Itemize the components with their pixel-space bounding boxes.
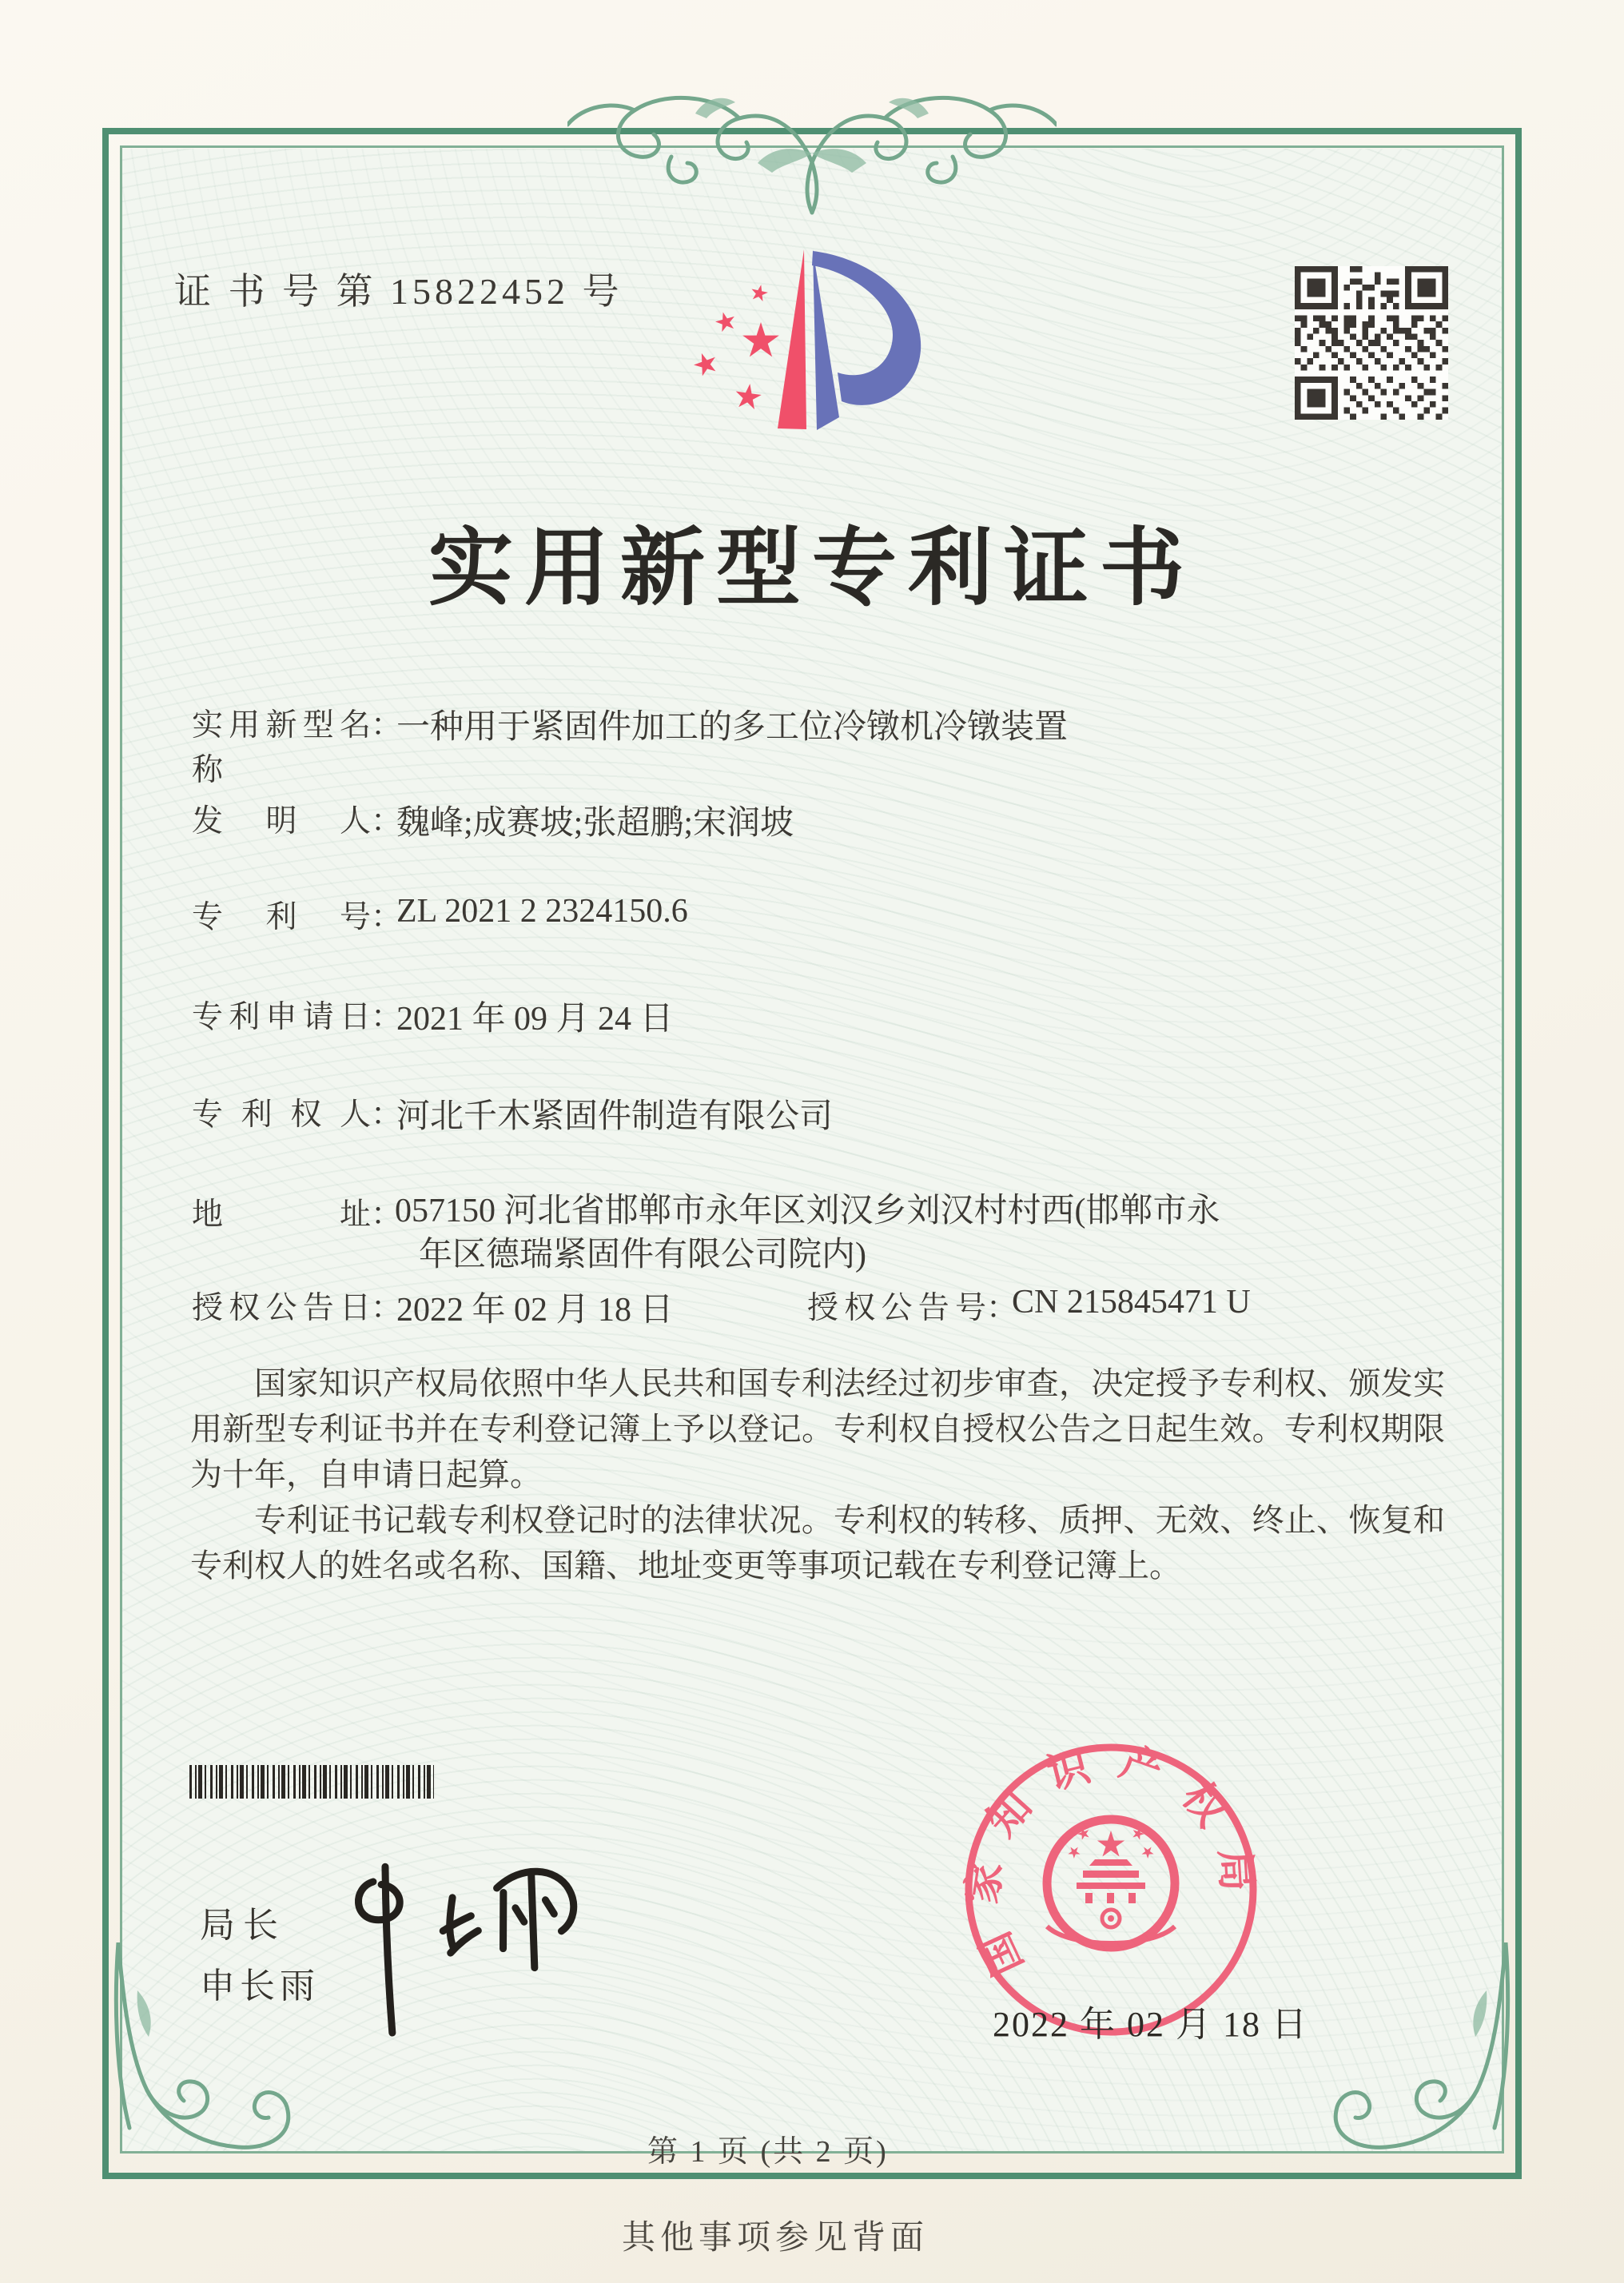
field-label: 专利申请日 [192,1000,371,1034]
commissioner-title: 局长 [200,1906,286,1945]
field-colon: ： [371,804,403,839]
bottom-left-flourish-ornament [112,1942,328,2152]
field-row-address [192,1189,403,1234]
field-colon: ： [371,708,403,743]
field-colon: ： [371,1197,403,1232]
field-label: 授权公告号 [807,1291,986,1325]
page-number: 第 1 页 (共 2 页) [647,2135,889,2169]
address-value [395,1189,1370,1277]
legal-body-text [190,1361,1445,1588]
field-value: 河北千木紧固件制造有限公司 [396,1098,834,1135]
field-value: 魏峰;成赛坡;张超鹏;宋润坡 [396,805,794,842]
body-paragraph-1: 国家知识产权局依照中华人民共和国专利法经过初步审查，决定授予专利权、颁发实用新型专利证书并在专利登记簿上予以登记。专利权自授权公告之日起生效。专利权期限为十年，自申请日起算。 [190,1365,1445,1492]
field-label: 发明人 [192,804,371,839]
field-colon: ： [371,1000,403,1034]
field-colon: ： [986,1291,1018,1325]
field-row-inventors [192,796,794,844]
field-colon: ： [371,1291,403,1325]
seal-date: 2022 年 02 月 18 日 [993,2005,1308,2044]
field-row-filing-date [192,992,674,1040]
field-value: 2022 年 02 月 18 日 [396,1292,674,1329]
address-line-2: 年区德瑞紧固件有限公司院内) [419,1237,866,1273]
field-value: ZL 2021 2 2324150.6 [396,893,688,930]
qr-code-icon [1295,266,1448,420]
field-label: 地址 [192,1197,371,1232]
field-row-utility-model-name [192,700,1068,790]
field-value: CN 215845471 U [1012,1284,1251,1321]
national-emblem-icon [1047,1819,1175,1947]
bottom-right-flourish-ornament [1296,1942,1512,2152]
field-row-patent-number [192,892,688,937]
field-row-grant-date [192,1283,674,1331]
field-label: 专利权人 [192,1098,371,1132]
field-label: 专利号 [192,900,371,934]
handwritten-signature [336,1853,599,2061]
field-value: 一种用于紧固件加工的多工位冷镦机冷镦装置 [396,709,1069,746]
seal-text: 国家知识产权局 [959,1738,1261,1982]
field-label: 实用新型名称 [192,708,371,787]
top-center-flourish-ornament [567,86,1057,238]
body-paragraph-2: 专利证书记载专利权登记时的法律状况。专利权的转移、质押、无效、终止、恢复和专利权人的姓名或名称、国籍、地址变更等事项记载在专利登记簿上。 [190,1502,1445,1584]
field-colon: ： [371,900,403,934]
address-line-1: 057150 河北省邯郸市永年区刘汉乡刘汉村村西(邯郸市永 [395,1193,1220,1229]
field-label: 授权公告日 [192,1291,371,1325]
barcode [189,1765,434,1799]
see-reverse-note: 其他事项参见背面 [622,2220,929,2257]
field-row-grant-number [807,1283,1251,1328]
cnipa-patent-logo-icon [687,232,927,488]
commissioner-name: 申长雨 [200,1966,320,2006]
certificate-number: 证 书 号 第 15822452 号 [174,271,623,312]
field-row-patentee [192,1090,833,1138]
document-title: 实用新型专利证书 [428,522,1196,616]
field-colon: ： [371,1098,403,1132]
field-value: 2021 年 09 月 24 日 [396,1001,674,1038]
